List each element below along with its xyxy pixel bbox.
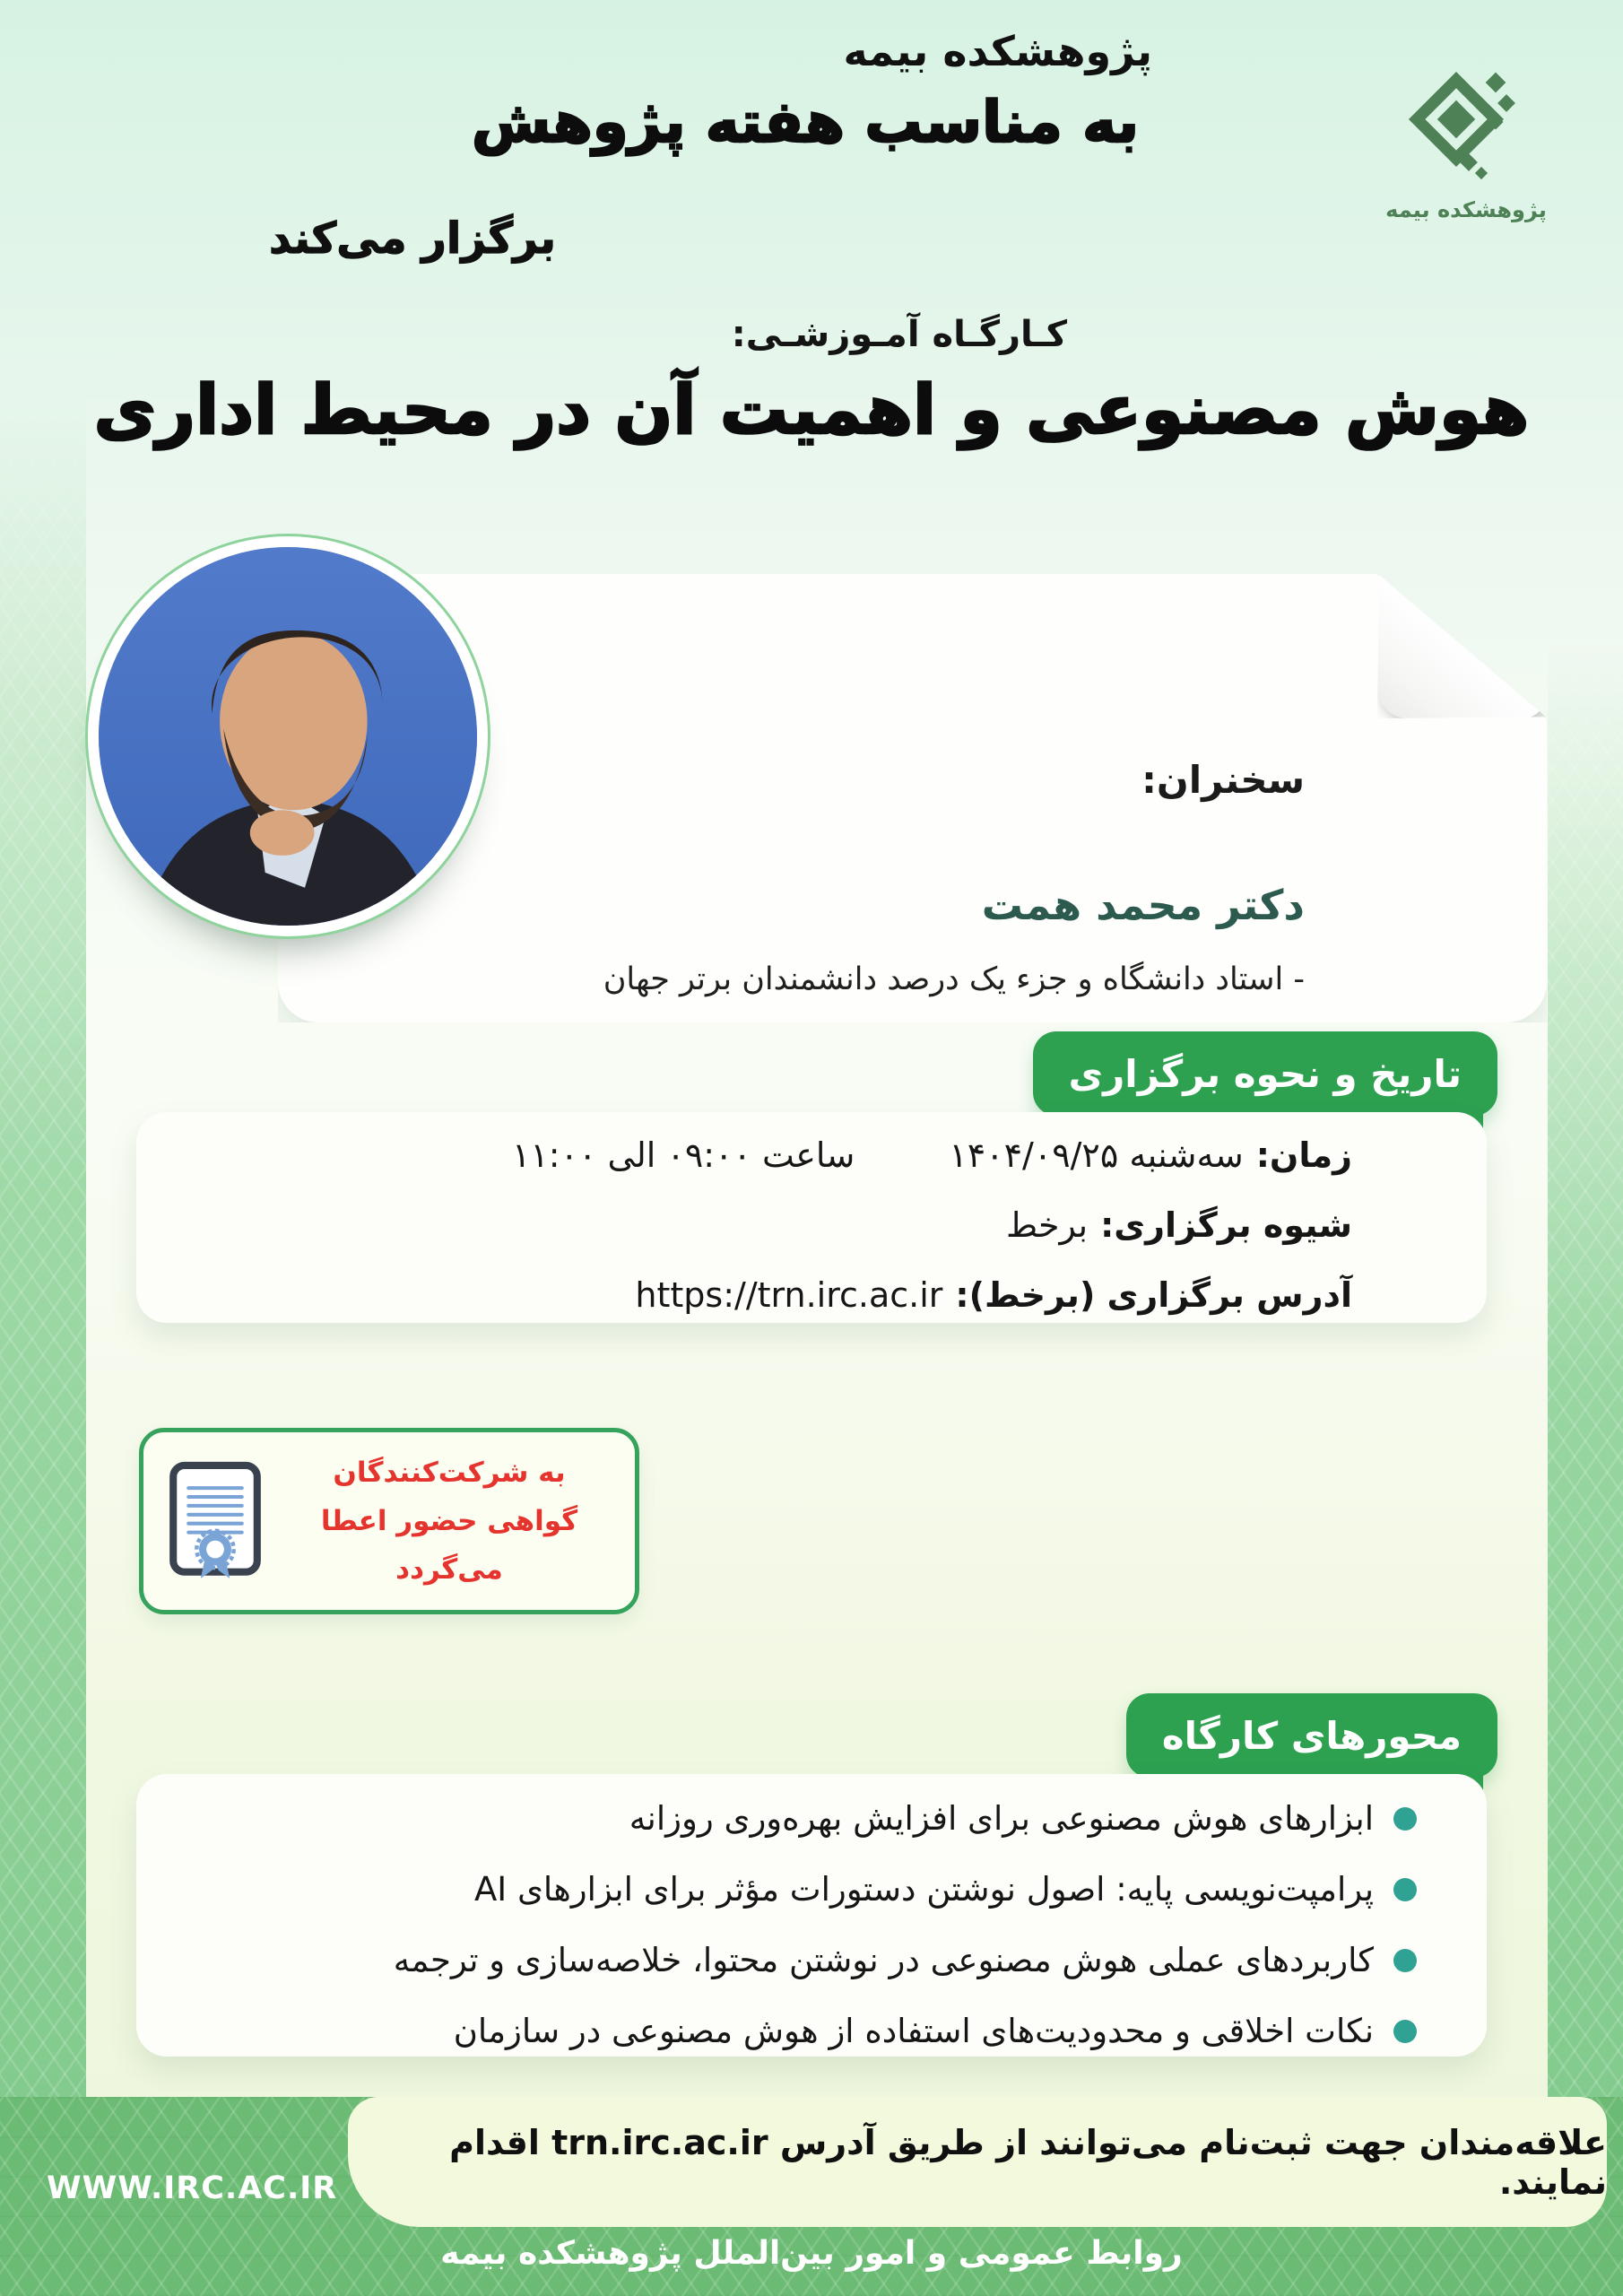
time-value: سه‌شنبه ۱۴۰۴/۰۹/۲۵ (949, 1135, 1244, 1175)
registration-card (348, 2097, 1607, 2227)
topic-row (287, 1870, 1417, 1909)
method-value: برخط (1005, 1205, 1089, 1245)
certificate-icon (167, 1458, 264, 1584)
schedule-address-row (190, 1275, 1352, 1315)
footer-credit: روابط عمومی و امور بین‌الملل پژوهشکده بیمه (440, 2235, 1183, 2272)
workshop-kicker: کـارگـاه آمـوزشـی: (731, 314, 1067, 355)
method-label: شیوه برگزاری: (1100, 1205, 1352, 1245)
topics-badge-label: محورهای کارگاه (1161, 1713, 1462, 1758)
page-curl-decoration (1377, 575, 1546, 718)
workshop-title: هوش مصنوعی و اهمیت آن در محیط اداری (93, 370, 1530, 449)
topic-row (287, 1941, 1417, 1979)
certificate-box (139, 1428, 639, 1614)
speaker-label: سخنران: (1141, 758, 1305, 802)
left-stripe-band (0, 0, 86, 2296)
topic-row (287, 2012, 1417, 2050)
speaker-name: دکتر محمد همت (981, 881, 1305, 929)
topic-bullet-icon (1393, 1949, 1417, 1972)
schedule-badge-label: تاریخ و نحوه برگزاری (1068, 1051, 1462, 1096)
topics-badge (1126, 1693, 1497, 1778)
occasion-title: به مناسب هفته پژوهش (472, 90, 1139, 156)
registration-text: علاقه‌مندان جهت ثبت‌نام می‌توانند از طریق آدرس trn.irc.ac.ir اقدام نمایند. (449, 2122, 1607, 2202)
topic-bullet-icon (1393, 1807, 1417, 1831)
topic-text: کاربردهای عملی هوش مصنوعی در نوشتن محتوا، خلاصه‌سازی و ترجمه (393, 1941, 1374, 1979)
schedule-method-row (190, 1205, 1352, 1245)
person-portrait-icon (99, 547, 477, 926)
logo-caption: پژوهشکده بیمه (1385, 197, 1547, 222)
organization-name: پژوهشکده بیمه (843, 27, 1152, 75)
speaker-photo (88, 536, 488, 936)
website-url: WWW.IRC.AC.IR (47, 2170, 338, 2206)
irc-logo-icon (1399, 63, 1533, 188)
topic-bullet-icon (1393, 1878, 1417, 1901)
hours-value: ساعت ۰۹:۰۰ الی ۱۱:۰۰ (511, 1135, 855, 1175)
org-logo (1372, 63, 1560, 222)
certificate-line2: گواهی حضور اعطا می‌گردد (320, 1504, 578, 1587)
schedule-time-row (190, 1135, 1352, 1175)
address-label: آدرس برگزاری (برخط): (955, 1275, 1352, 1315)
speaker-photo-image (99, 547, 477, 926)
schedule-badge (1033, 1031, 1497, 1116)
schedule-card (136, 1112, 1487, 1323)
certificate-text (287, 1448, 612, 1595)
topic-text: پرامپت‌نویسی پایه: اصول نوشتن دستورات مؤثر برای ابزارهای AI (473, 1870, 1374, 1909)
address-url: https://trn.irc.ac.ir (635, 1275, 943, 1315)
speaker-bio: - استاد دانشگاه و جزء یک درصد دانشمندان برتر جهان (603, 961, 1305, 997)
topic-text: ابزارهای هوش مصنوعی برای افزایش بهره‌وری روزانه (629, 1799, 1374, 1838)
topic-bullet-icon (1393, 2020, 1417, 2043)
topic-row (287, 1799, 1417, 1838)
topics-list (287, 1799, 1417, 2083)
certificate-line1: به شرکت‌کنندگان (333, 1456, 566, 1489)
right-stripe-band (1548, 0, 1623, 2296)
time-label: زمان: (1255, 1135, 1352, 1175)
holds-text: برگزار می‌کند (269, 213, 556, 264)
topic-text: نکات اخلاقی و محدودیت‌های استفاده از هوش مصنوعی در سازمان (453, 2012, 1374, 2050)
